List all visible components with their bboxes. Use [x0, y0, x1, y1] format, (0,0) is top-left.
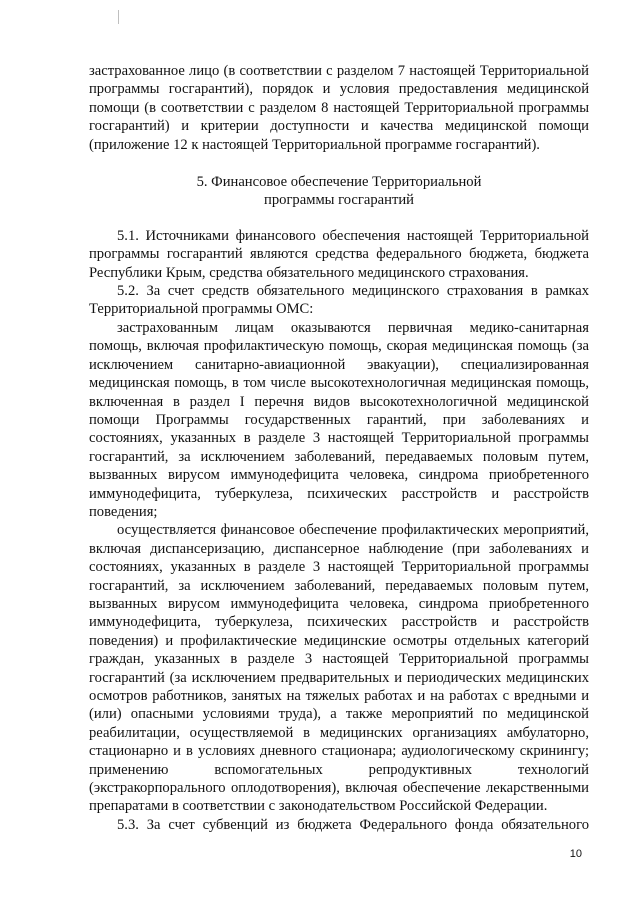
paragraph-financial-provision: осуществляется финансовое обеспечение профилактических мероприятий, включая диспансеризацию, диспансерное наблюдение (при заболеваниях и состояниях, указанных в разделе 3 настоящей Территориальной программы госгарантий, за исключением заболеваний, передаваемых половым путем, вызванных вирусом иммунодефицита человека, синдрома приобретенного иммунодефицита, туберкулеза, психических расстройств и расстройств поведения) и профилактические медицинские осмотры отдельных категорий граждан, указанных в разделе 3 настоящей Территориальной программы госгарантий (за исключением предварительных и периодических медицинских осмотров работников, занятых на тяжелых работах и на работах с вредными и (или) опасными условиями труда), а также мероприятий по медицинской реабилитации, осуществляемой в медицинских организациях амбулаторно, стационарно и в условиях дневного стационара; аудиологическому скринингу; применению вспомогательных репродуктивных технологий (экстракорпорального оплодотворения), включая обеспечение лекарственными препаратами в соответствии с законодательством Российской Федерации. — [89, 522, 589, 815]
section-heading-line2: программы госгарантий — [264, 192, 414, 209]
paragraph-5-3: 5.3. За счет субвенций из бюджета Федерального фонда обязательного — [117, 816, 589, 833]
intro-paragraph: застрахованное лицо (в соответствии с разделом 7 настоящей Территориальной программы госгарантий), порядок и условия предоставления медицинской помощи (в соответствии с разделом 8 настоящей Территориальной программы госгарантий) и критерии доступности и качества медицинской помощи (приложение 12 к настоящей Территориальной программе госгарантий). — [89, 63, 589, 153]
paragraph-insured-persons: застрахованным лицам оказываются первичная медико-санитарная помощь, включая профилактическую помощь, скорая медицинская помощь (за исключением санитарно-авиационной эвакуации), специализированная медицинская помощь, в том числе высокотехнологичная медицинская помощь, включенная в раздел I перечня видов высокотехнологичной медицинской помощи Программы государственных гарантий, при заболеваниях и состояниях, указанных в разделе 3 настоящей Территориальной программы госгарантий, за исключением заболеваний, передаваемых половым путем, вызванных вирусом иммунодефицита человека, синдрома приобретенного иммунодефицита, туберкулеза, психических расстройств и расстройств поведения; — [89, 319, 589, 520]
document-body — [89, 62, 589, 834]
section-heading-line1: 5. Финансовое обеспечение Территориальной — [196, 174, 482, 191]
page-number: 10 — [569, 848, 582, 860]
paragraph-5-1: 5.1. Источниками финансового обеспечения настоящей Территориальной программы госгарантий являются средства федерального бюджета, бюджета Республики Крым, средства обязательного медицинского страхования. — [89, 227, 589, 281]
scan-mark — [118, 10, 119, 24]
paragraph-5-2: 5.2. За счет средств обязательного медицинского страхования в рамках Территориальной программы ОМС: — [89, 283, 589, 318]
